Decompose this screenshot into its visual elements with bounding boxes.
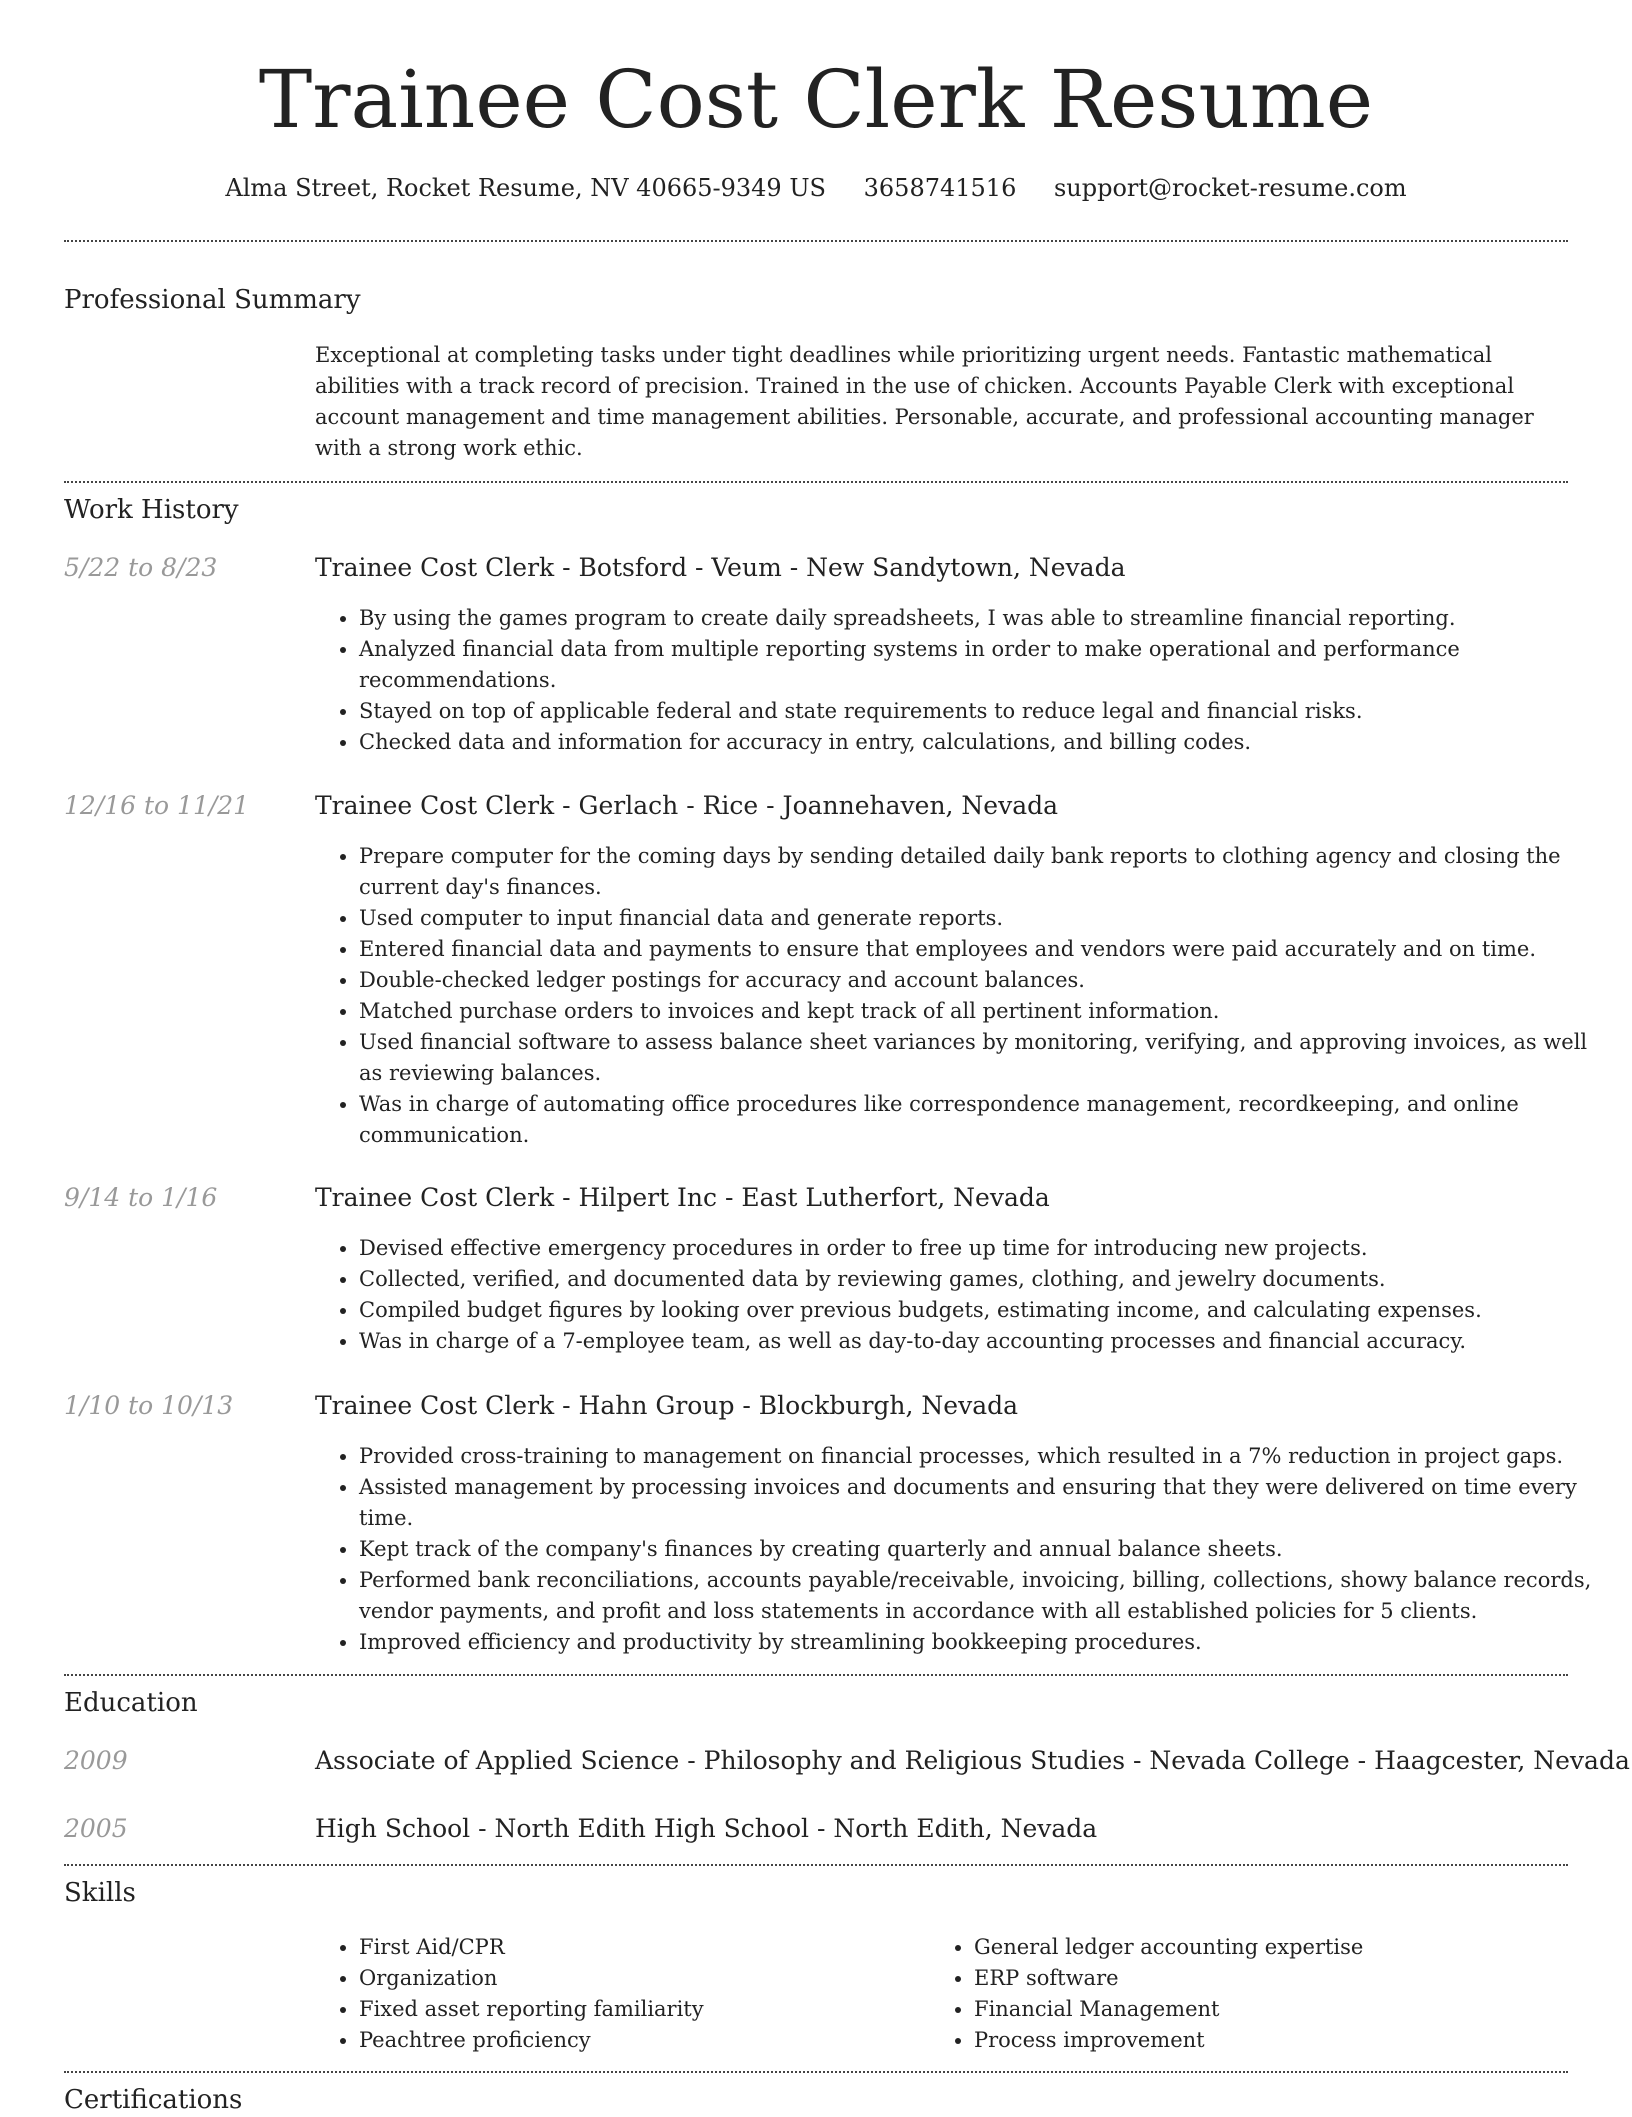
list-item: • Double-checked ledger postings for accuracy and account balances. [359, 965, 1604, 996]
education-entry: High School - North Edith High School - North Edith, Nevada [315, 1814, 1098, 1843]
divider [64, 481, 1568, 483]
list-item: • Matched purchase orders to invoices and kept track of all pertinent information. [359, 996, 1604, 1027]
education-year: 2009 [64, 1746, 128, 1775]
divider [64, 2071, 1568, 2073]
education-heading: Education [64, 1688, 198, 1718]
list-item: • Assisted management by processing invoices and documents and ensuring that they were delivered on time every time. [359, 1472, 1604, 1534]
job-title: Trainee Cost Clerk - Hahn Group - Blockburgh, Nevada [315, 1391, 1019, 1420]
job-bullets [315, 841, 1604, 1151]
certifications-heading: Certifications [64, 2085, 243, 2115]
summary-heading: Professional Summary [64, 285, 361, 315]
divider [64, 240, 1568, 242]
list-item: • Used financial software to assess balance sheet variances by monitoring, verifying, and approving invoices, as well as reviewing balances. [359, 1027, 1604, 1089]
list-item: • Devised effective emergency procedures in order to free up time for introducing new projects. [359, 1233, 1604, 1264]
contact-line [0, 170, 1632, 206]
list-item: • Was in charge of automating office procedures like correspondence management, recordkeeping, and online communication. [359, 1089, 1604, 1151]
list-item: • General ledger accounting expertise [974, 1932, 1632, 1963]
list-item: • Was in charge of a 7-employee team, as well as day-to-day accounting processes and financial accuracy. [359, 1326, 1604, 1357]
list-item: • Entered financial data and payments to ensure that employees and vendors were paid accurately and on time. [359, 934, 1604, 965]
job-dates: 1/10 to 10/13 [64, 1391, 234, 1420]
job-dates: 12/16 to 11/21 [64, 791, 250, 820]
job-title: Trainee Cost Clerk - Gerlach - Rice - Joannehaven, Nevada [315, 791, 1059, 820]
job-bullets [315, 1441, 1604, 1658]
job-bullets [315, 603, 1604, 758]
list-item: • ERP software [974, 1963, 1632, 1994]
divider [64, 1864, 1568, 1866]
education-year: 2005 [64, 1814, 128, 1843]
list-item: • Analyzed financial data from multiple reporting systems in order to make operational and performance recommendations. [359, 634, 1604, 696]
contact-email: support@rocket-resume.com [1053, 174, 1407, 202]
education-entry: Associate of Applied Science - Philosophy and Religious Studies - Nevada College - Haagcester, Nevada [315, 1746, 1630, 1775]
summary-text: Exceptional at completing tasks under tight deadlines while prioritizing urgent needs. Fantastic mathematical abilities with a track record of precision. Trained in the use of chicken. Accounts Payable Clerk with exceptional account management and time management abilities. Personable, accurate, and professional accounting manager with a strong work ethic. [315, 343, 1534, 460]
list-item: • Used computer to input financial data and generate reports. [359, 903, 1604, 934]
job-title: Trainee Cost Clerk - Hilpert Inc - East Lutherfort, Nevada [315, 1183, 1050, 1212]
list-item: • Improved efficiency and productivity by streamlining bookkeeping procedures. [359, 1627, 1604, 1658]
work-history-heading: Work History [64, 495, 239, 525]
list-item: • Collected, verified, and documented data by reviewing games, clothing, and jewelry documents. [359, 1264, 1604, 1295]
job-dates: 9/14 to 1/16 [64, 1183, 218, 1212]
list-item: • Fixed asset reporting familiarity [359, 1994, 1604, 2025]
list-item: • Performed bank reconciliations, accounts payable/receivable, invoicing, billing, collections, showy balance records, vendor payments, and profit and loss statements in accordance with all established policies for 5 clients. [359, 1565, 1604, 1627]
list-item: • Provided cross-training to management on financial processes, which resulted in a 7% reduction in project gaps. [359, 1441, 1604, 1472]
skills-heading: Skills [64, 1878, 136, 1908]
list-item: • Peachtree proficiency [359, 2025, 1604, 2056]
divider [64, 1674, 1568, 1676]
list-item: • By using the games program to create daily spreadsheets, I was able to streamline financial reporting. [359, 603, 1604, 634]
list-item: • First Aid/CPR [359, 1932, 1604, 1963]
skills-list-right [930, 1932, 1632, 2056]
list-item: • Checked data and information for accuracy in entry, calculations, and billing codes. [359, 727, 1604, 758]
job-dates: 5/22 to 8/23 [64, 553, 218, 582]
list-item: • Stayed on top of applicable federal and state requirements to reduce legal and financial risks. [359, 696, 1604, 727]
list-item: • Financial Management [974, 1994, 1632, 2025]
resume-title: Trainee Cost Clerk Resume [258, 53, 1374, 146]
list-item: • Compiled budget figures by looking over previous budgets, estimating income, and calculating expenses. [359, 1295, 1604, 1326]
list-item: • Process improvement [974, 2025, 1632, 2056]
list-item: • Prepare computer for the coming days by sending detailed daily bank reports to clothing agency and closing the current day's finances. [359, 841, 1604, 903]
job-title: Trainee Cost Clerk - Botsford - Veum - New Sandytown, Nevada [315, 553, 1126, 582]
list-item: • Kept track of the company's finances by creating quarterly and annual balance sheets. [359, 1534, 1604, 1565]
contact-phone: 3658741516 [863, 174, 1017, 202]
job-bullets [315, 1233, 1604, 1357]
contact-address: Alma Street, Rocket Resume, NV 40665-9349 US [225, 174, 826, 202]
list-item: • Organization [359, 1963, 1604, 1994]
